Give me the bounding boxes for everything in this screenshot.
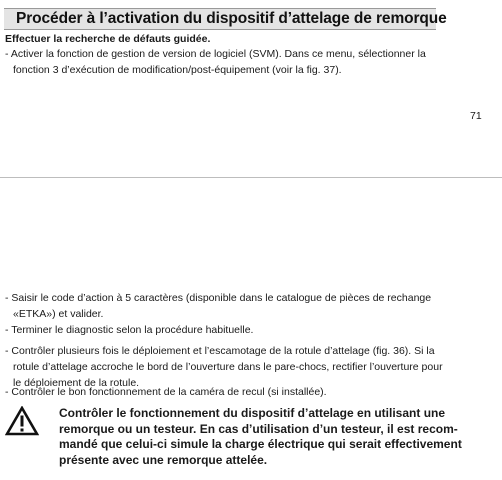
page-number: 71 bbox=[470, 110, 482, 122]
warning-line-4: présente avec une remorque attelée. bbox=[59, 452, 268, 467]
warning-message bbox=[59, 406, 462, 468]
warning-line-2: remorque ou un testeur. En cas d’utilisation d’un testeur, il est recom- bbox=[59, 421, 458, 436]
instruction-check-ball-line-1: - Contrôler plusieurs fois le déploiement et l’escamotage de la rotule d’attelage (fig. 36). Si la bbox=[5, 345, 435, 357]
warning-line-1: Contrôler le fonctionnement du dispositif d’attelage en utilisant une bbox=[59, 406, 446, 420]
instruction-check-camera: - Contrôler le bon fonctionnement de la caméra de recul (si installée). bbox=[5, 386, 327, 398]
instruction-check-ball-line-2: rotule d’attelage accroche le bord de l’ouverture dans le pare-chocs, rectifier l’ouverture pour bbox=[13, 361, 443, 373]
section-header-bar bbox=[4, 8, 447, 30]
warning-triangle-icon bbox=[5, 406, 39, 436]
instruction-check-ball-line-3: le déploiement de la rotule. bbox=[13, 377, 140, 389]
instruction-svm-line-2: fonction 3 d’exécution de modification/post-équipement (voir la fig. 37). bbox=[13, 64, 342, 76]
section-title: Procéder à l’activation du dispositif d’attelage de remorque bbox=[16, 10, 447, 27]
instruction-action-code-line-2: «ETKA») et valider. bbox=[13, 308, 104, 320]
instruction-action-code-line-1: - Saisir le code d’action à 5 caractères (disponible dans le catalogue de pièces de rechange bbox=[5, 292, 432, 304]
instruction-end-diagnosis: - Terminer le diagnostic selon la procédure habituelle. bbox=[5, 324, 254, 336]
warning-line-3: mandé que celui-ci simule la charge électrique qui serait effectivement bbox=[59, 437, 462, 451]
instruction-svm-line-1: - Activer la fonction de gestion de version de logiciel (SVM). Dans ce menu, sélectionner la bbox=[5, 48, 426, 60]
subheading-guided-fault-finding: Effectuer la recherche de défauts guidée. bbox=[5, 33, 211, 45]
page-divider bbox=[0, 177, 502, 178]
